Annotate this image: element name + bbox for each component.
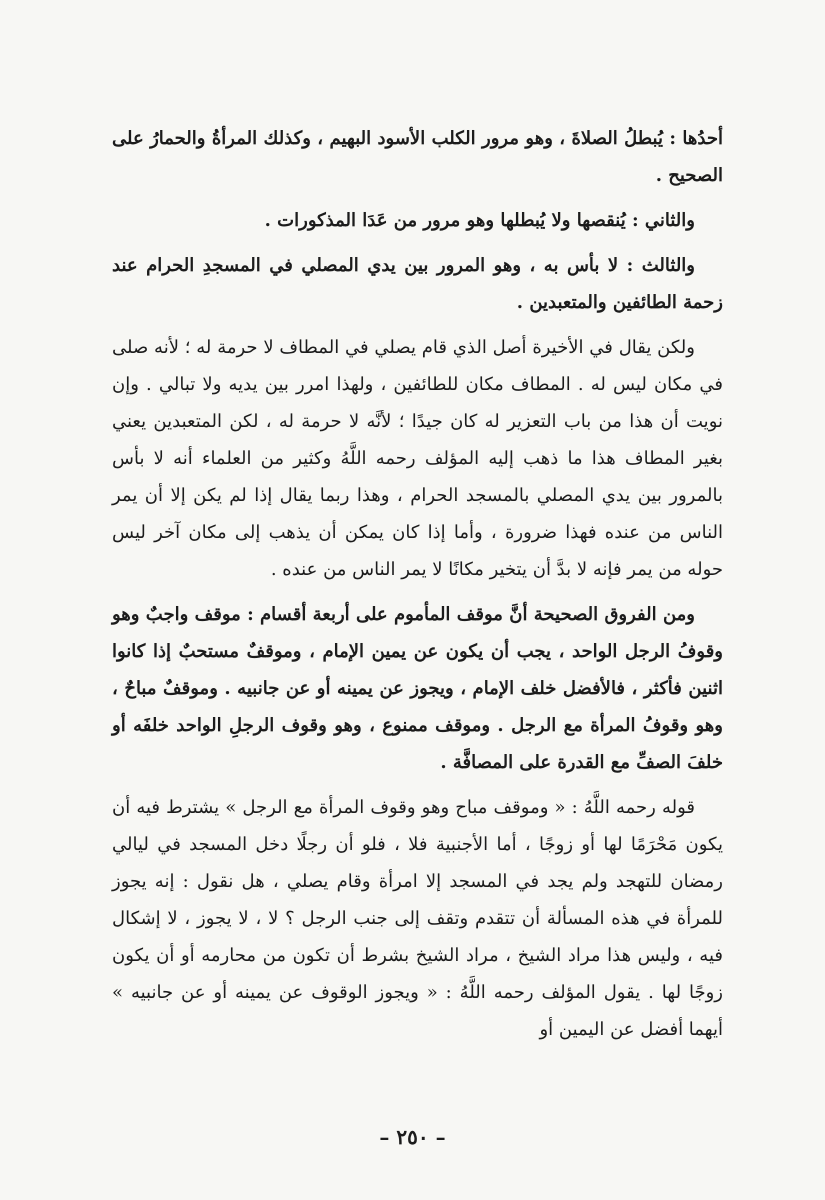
commentary-paragraph-1: ولكن يقال في الأخيرة أصل الذي قام يصلي في المطاف لا حرمة له ؛ لأنه صلى في مكان ليس له . المطاف مكان للطائفين ، ولهذا امرر بين يديه ولا تبالي . وإن نويت أن هذا من باب التعزير له كان جيدًا ؛ لأنَّه لا حرمة له ، لكن المتعبدين يعني بغير المطاف هذا ما ذهب إليه المؤلف رحمه اللَّهُ وكثير من العلماء أنه لا بأس بالمرور بين يدي المصلي بالمسجد الحرام ، وهذا ربما يقال إذا لم يكن إلا أن يمر الناس من عنده فهذا ضرورة ، وأما إذا كان يمكن أن يذهب إلى مكان آخر ليس حوله من يمر فإنه لا بدَّ أن يتخير مكانًا لا يمر الناس من عنده . xyxy=(112,337,723,580)
commentary-paragraph-2: قوله رحمه اللَّهُ : « وموقف مباح وهو وقوف المرأة مع الرجل » يشترط فيه أن يكون مَحْرَمًا لها أو زوجًا ، أما الأجنبية فلا ، فلو أن رجلًا دخل المسجد في ليالي رمضان للتهجد ولم يجد في المسجد إلا امرأة وقام يصلي ، هل نقول : إنه يجوز للمرأة في هذه المسألة أن تتقدم وتقف إلى جنب الرجل ؟ لا ، لا يجوز ، لا إشكال فيه ، وليس هذا مراد الشيخ ، مراد الشيخ بشرط أن تكون من محارمه أو أن يكون زوجًا لها . يقول المؤلف رحمه اللَّهُ : « ويجوز الوقوف عن يمينه أو عن جانبيه » أيهما أفضل عن اليمين أو xyxy=(112,797,723,1040)
page-body xyxy=(112,120,723,1056)
matn-paragraph-4: ومن الفروق الصحيحة أنَّ موقف المأموم على أربعة أقسام : موقف واجبٌ وهو وقوفُ الرجل الواحد ، يجب أن يكون عن يمين الإمام ، وموقفٌ مستحبٌ إذا كانوا اثنين فأكثر ، فالأفضل خلف الإمام ، ويجوز عن يمينه أو عن جانبيه . وموقفٌ مباحٌ ، وهو وقوفُ المرأة مع الرجل . وموقف ممنوع ، وهو وقوف الرجلِ الواحد خلفَه أو خلفَ الصفِّ مع القدرة على المصافَّة . xyxy=(112,604,723,773)
matn-paragraph-1: أحدُها : يُبطلُ الصلاةَ ، وهو مرور الكلب الأسود البهيم ، وكذلك المرأةُ والحمارُ على الصحيح . xyxy=(112,128,723,186)
matn-paragraph-3: والثالث : لا بأس به ، وهو المرور بين يدي المصلي في المسجدِ الحرام عند زحمة الطائفين والمتعبدين . xyxy=(112,255,723,313)
matn-paragraph-2: والثاني : يُنقصها ولا يُبطلها وهو مرور من عَدَا المذكورات . xyxy=(264,210,695,231)
page-number: – ٢٥٠ – xyxy=(379,1125,446,1149)
